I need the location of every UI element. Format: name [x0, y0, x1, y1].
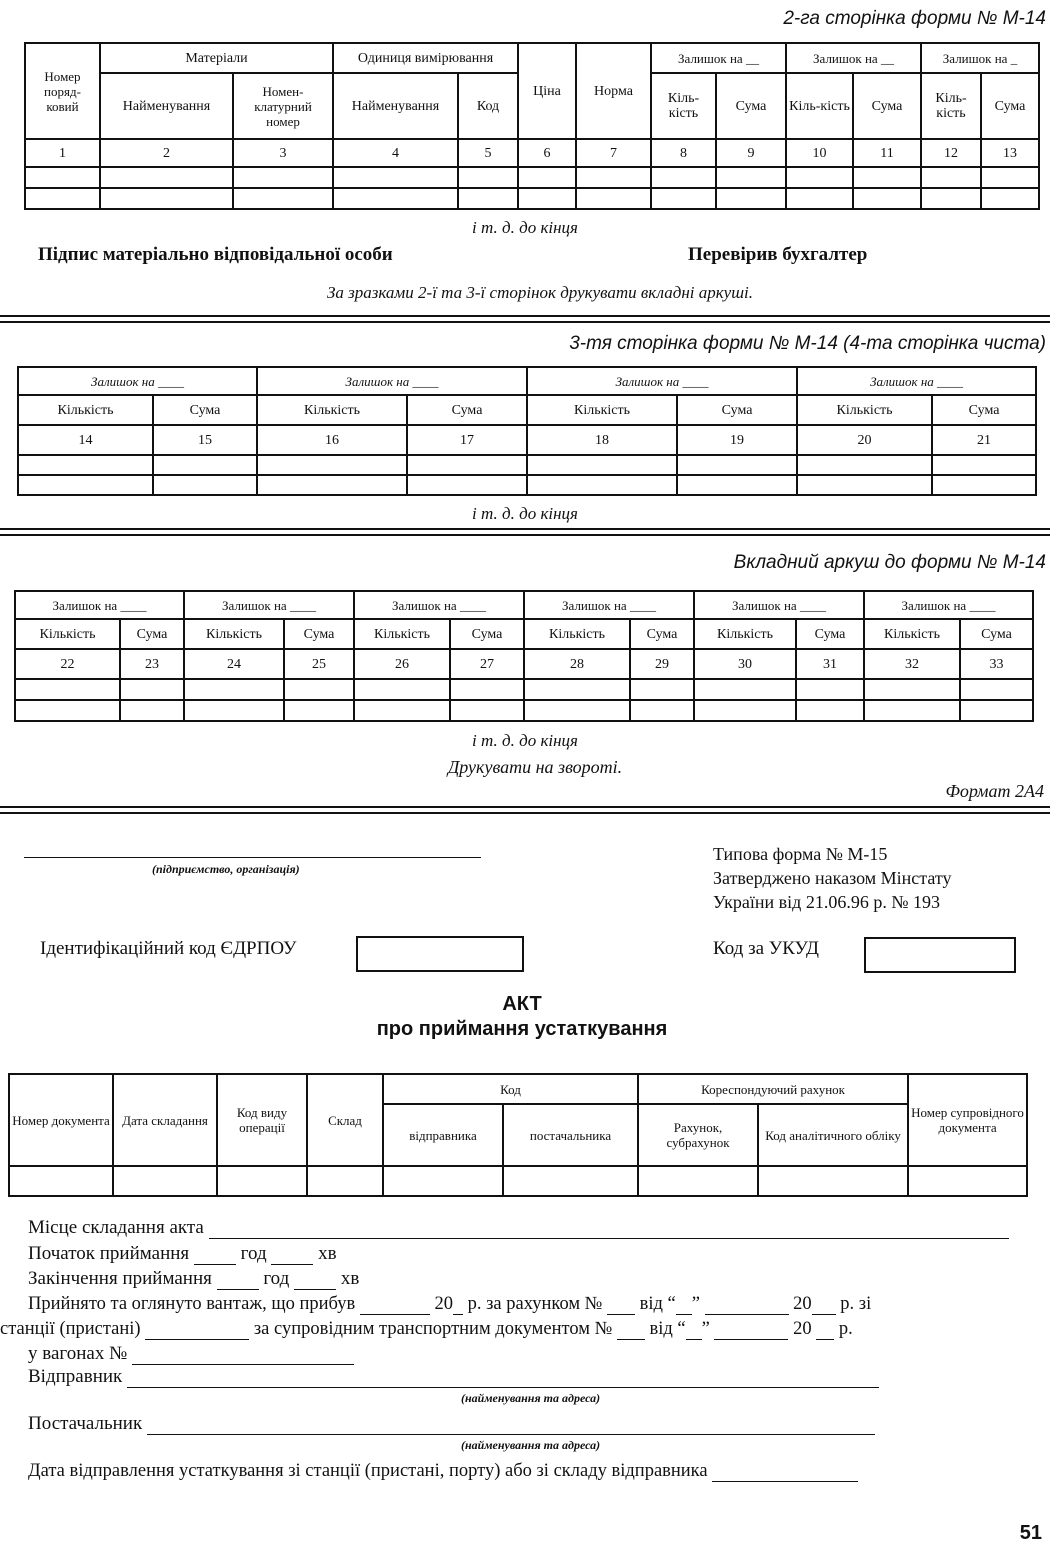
th-nomer-suprov: Номер супровідного документа: [908, 1074, 1027, 1166]
misce-line: [28, 1217, 1009, 1239]
stantsii-field[interactable]: [145, 1321, 249, 1340]
col-number: 7: [576, 139, 651, 167]
col-suma1: Сума: [716, 73, 786, 139]
page2-etc: і т. д. до кінця: [472, 218, 578, 237]
col-number: 2: [100, 139, 233, 167]
col-number: 33: [960, 649, 1033, 679]
col-suma: Сума: [677, 395, 797, 425]
col-kil: Кількість: [797, 395, 932, 425]
col-number: 27: [450, 649, 524, 679]
th-kod-anal: Код аналітичного обліку: [758, 1104, 908, 1166]
divider: [0, 806, 1050, 808]
edrpou-field[interactable]: [356, 936, 524, 972]
vidpravnyk-line: [28, 1366, 879, 1388]
num-row: [15, 649, 1033, 679]
suprov-day-field[interactable]: [686, 1321, 702, 1340]
col-zal1: Залишок на __: [651, 43, 786, 73]
stantsii-line: [0, 1318, 853, 1340]
th-vidpravnyka: відправника: [383, 1104, 503, 1166]
vidpravnyk-label: Відправник: [28, 1366, 123, 1387]
col-number: 11: [853, 139, 921, 167]
col-suma: Сума: [932, 395, 1036, 425]
col-odynytsia: Одиниця вимірювання: [333, 43, 518, 73]
suprov-no-field[interactable]: [617, 1321, 645, 1340]
col-number: 19: [677, 425, 797, 455]
col-number: 12: [921, 139, 981, 167]
col-kil: Кількість: [354, 619, 450, 649]
col-suma: Сума: [630, 619, 694, 649]
col-kil2: Кіль-кість: [786, 73, 853, 139]
act-title: АКТ: [502, 993, 542, 1015]
col-number: 20: [797, 425, 932, 455]
col-number: 15: [153, 425, 257, 455]
suprov-year-field[interactable]: [816, 1321, 834, 1340]
th-sklad: Склад: [307, 1074, 383, 1166]
page2-title: 2-га сторінка форми № М-14: [783, 8, 1046, 29]
col-number: 18: [527, 425, 677, 455]
group-header: Залишок на ____: [527, 367, 797, 395]
r-zi-label: р. зі: [840, 1294, 872, 1314]
rakhunok-month-field[interactable]: [705, 1296, 789, 1315]
act-table: [8, 1073, 1028, 1197]
postachalnyk-caption: (найменування та адреса): [461, 1438, 601, 1452]
col-number: 6: [518, 139, 576, 167]
table-row: [25, 167, 1039, 188]
quote-close: ”: [691, 1294, 700, 1314]
zakinch-line: [28, 1268, 359, 1290]
col-number: 1: [25, 139, 100, 167]
table-row[interactable]: [9, 1166, 1027, 1196]
suprov-month-field[interactable]: [714, 1321, 788, 1340]
org-line[interactable]: [24, 857, 481, 858]
th-kod-vydu: Код виду операції: [217, 1074, 307, 1166]
arrival-year-field[interactable]: [453, 1296, 463, 1315]
col-number: 16: [257, 425, 407, 455]
col-number: 8: [651, 139, 716, 167]
num-row: [18, 425, 1036, 455]
col-kil: Кількість: [18, 395, 153, 425]
col-suma: Сума: [960, 619, 1033, 649]
pochatok-khv-field[interactable]: [271, 1246, 313, 1265]
divider: [0, 315, 1050, 317]
typova-forma: [713, 842, 952, 914]
group-header: Залишок на ____: [524, 591, 694, 619]
col-kil: Кількість: [15, 619, 120, 649]
col-number: 22: [15, 649, 120, 679]
col-suma: Сума: [450, 619, 524, 649]
table-row: [18, 455, 1036, 475]
col-zal3: Залишок на _: [921, 43, 1039, 73]
ukud-field[interactable]: [864, 937, 1016, 973]
page2-note: За зразками 2-ї та 3-ї сторінок друкувати вкладні аркуші.: [326, 283, 754, 302]
zakinch-label: Закінчення приймання: [28, 1268, 212, 1289]
pochatok-label: Початок приймання: [28, 1243, 190, 1264]
col-materialy: Матеріали: [100, 43, 333, 73]
arrival-date-field[interactable]: [360, 1296, 430, 1315]
col-number: 14: [18, 425, 153, 455]
vagonakh-line: [28, 1343, 354, 1365]
rakhunok-no-field[interactable]: [607, 1296, 635, 1315]
misce-field[interactable]: [209, 1220, 1009, 1239]
col-suma: Сума: [153, 395, 257, 425]
group-header: Залишок на ____: [257, 367, 527, 395]
page-number: 51: [1019, 1522, 1042, 1544]
divider: [0, 534, 1050, 536]
divider: [0, 321, 1050, 323]
col-suma: Сума: [796, 619, 864, 649]
col-number: 28: [524, 649, 630, 679]
num-row: [25, 139, 1039, 167]
col-kil: Кількість: [257, 395, 407, 425]
col-number: 4: [333, 139, 458, 167]
zakinch-god-field[interactable]: [217, 1271, 259, 1290]
org-caption: (підприємство, організація): [152, 862, 300, 876]
divider: [0, 812, 1050, 814]
typova-line: Типова форма № М-15: [713, 844, 888, 864]
col-number: 3: [233, 139, 333, 167]
group-header: Залишок на ____: [184, 591, 354, 619]
col-number: 13: [981, 139, 1039, 167]
postachalnyk-label: Постачальник: [28, 1413, 143, 1434]
rakhunok-label: р. за рахунком №: [467, 1294, 603, 1314]
vidpravnyk-field[interactable]: [127, 1369, 879, 1388]
col-suma: Сума: [284, 619, 354, 649]
group-header: Залишок на ____: [797, 367, 1036, 395]
pryinyato-label: Прийнято та оглянуто вантаж, що прибув: [28, 1294, 356, 1314]
col-number: 24: [184, 649, 284, 679]
typova-line: України від 21.06.96 р. № 193: [713, 892, 940, 912]
col-number: 32: [864, 649, 960, 679]
misce-label: Місце складання акта: [28, 1217, 204, 1238]
col-zal2: Залишок на __: [786, 43, 921, 73]
group-header: Залишок на ____: [354, 591, 524, 619]
vid-label: від “: [639, 1294, 676, 1314]
insert-title: Вкладний аркуш до форми № М-14: [733, 552, 1046, 573]
god-label: год: [263, 1268, 290, 1289]
postachalnyk-line: [28, 1413, 875, 1435]
year-prefix: 20: [793, 1294, 812, 1314]
th-kores: Кореспондуючий рахунок: [638, 1074, 908, 1104]
act-subtitle: про приймання устаткування: [376, 1018, 668, 1040]
page3-table: [17, 366, 1037, 496]
th-rakhunok: Рахунок, субрахунок: [638, 1104, 758, 1166]
pryinyato-line: [28, 1293, 871, 1315]
year-prefix: 20: [793, 1319, 812, 1339]
col-number: 9: [716, 139, 786, 167]
col-number: 31: [796, 649, 864, 679]
col-nomenkl: Номен-клатурний номер: [233, 73, 333, 139]
group-header: Залишок на ____: [864, 591, 1033, 619]
insert-table: [14, 590, 1034, 722]
table-row: [18, 475, 1036, 495]
col-suma2: Сума: [853, 73, 921, 139]
god-label: год: [240, 1243, 267, 1264]
ukud-label: Код за УКУД: [713, 938, 820, 959]
col-norma: Норма: [576, 43, 651, 139]
khv-label: хв: [318, 1243, 337, 1264]
quote-close: ”: [701, 1319, 710, 1339]
vagonakh-label: у вагонах №: [28, 1343, 128, 1364]
col-kod: Код: [458, 73, 518, 139]
insert-print-note: Друкувати на звороті.: [447, 757, 623, 777]
th-postachalnyka: постачальника: [503, 1104, 638, 1166]
col-suma: Сума: [407, 395, 527, 425]
col-number: 5: [458, 139, 518, 167]
insert-etc: і т. д. до кінця: [472, 731, 578, 750]
col-kil: Кількість: [524, 619, 630, 649]
col-tsina: Ціна: [518, 43, 576, 139]
th-data: Дата складання: [113, 1074, 217, 1166]
page3-etc: і т. д. до кінця: [472, 504, 578, 523]
zakinch-khv-field[interactable]: [294, 1271, 336, 1290]
col-kil: Кількість: [694, 619, 796, 649]
data-vidpr-line: [28, 1460, 858, 1482]
data-vidpr-label: Дата відправлення устаткування зі станції (пристані, порту) або зі складу відправника: [28, 1461, 708, 1481]
col-kil3: Кіль-кість: [921, 73, 981, 139]
postachalnyk-field[interactable]: [147, 1416, 875, 1435]
pochatok-line: [28, 1243, 337, 1265]
vid-label: від “: [649, 1319, 686, 1339]
col-number: 26: [354, 649, 450, 679]
col-kil: Кількість: [527, 395, 677, 425]
col-suma3: Сума: [981, 73, 1039, 139]
divider: [0, 528, 1050, 530]
sign-right: Перевірив бухгалтер: [688, 244, 868, 265]
col-kil: Кількість: [864, 619, 960, 649]
col-nomer: Номер поряд-ковий: [25, 43, 100, 139]
col-number: 23: [120, 649, 184, 679]
table-row: [15, 700, 1033, 721]
sign-left: Підпис матеріально відповідальної особи: [38, 244, 393, 265]
col-number: 21: [932, 425, 1036, 455]
khv-label: хв: [340, 1268, 360, 1289]
vidpravnyk-caption: (найменування та адреса): [461, 1391, 601, 1405]
col-number: 10: [786, 139, 853, 167]
pochatok-god-field[interactable]: [194, 1246, 236, 1265]
col-number: 25: [284, 649, 354, 679]
col-kil: Кількість: [184, 619, 284, 649]
data-vidpr-field[interactable]: [712, 1463, 858, 1482]
rakhunok-day-field[interactable]: [676, 1296, 692, 1315]
group-header: Залишок на ____: [15, 591, 184, 619]
col-suma: Сума: [120, 619, 184, 649]
col-number: 29: [630, 649, 694, 679]
typova-line: Затверджено наказом Мінстату: [713, 868, 952, 888]
table-row: [25, 188, 1039, 209]
stantsii-label: станції (пристані): [0, 1319, 141, 1339]
col-kil1: Кіль-кість: [651, 73, 716, 139]
group-header: Залишок на ____: [18, 367, 257, 395]
th-kod: Код: [383, 1074, 638, 1104]
page3-title: 3-тя сторінка форми № М-14 (4-та сторінка чиста): [569, 333, 1046, 354]
col-number: 17: [407, 425, 527, 455]
edrpou-label: Ідентифікаційний код ЄДРПОУ: [40, 938, 297, 959]
year-prefix: 20: [434, 1294, 453, 1314]
group-header: Залишок на ____: [694, 591, 864, 619]
th-nomer-doc: Номер документа: [9, 1074, 113, 1166]
insert-format: Формат 2А4: [945, 781, 1044, 801]
table-row: [15, 679, 1033, 700]
col-naim2: Найменування: [333, 73, 458, 139]
r-label: р.: [838, 1319, 853, 1339]
rakhunok-year-field[interactable]: [812, 1296, 836, 1315]
vagonakh-field[interactable]: [132, 1346, 354, 1365]
col-number: 30: [694, 649, 796, 679]
suprov-label: за супровідним транспортним документом №: [253, 1319, 613, 1339]
col-naim1: Найменування: [100, 73, 233, 139]
page2-table: [24, 42, 1040, 210]
